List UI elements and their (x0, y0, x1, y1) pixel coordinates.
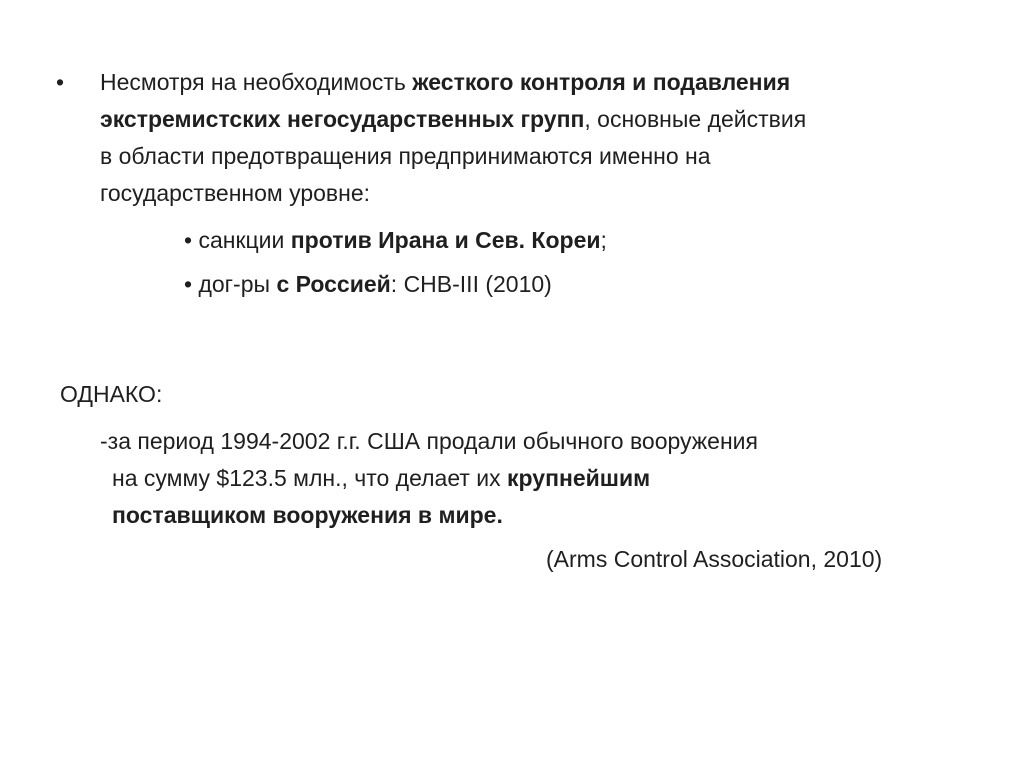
main-bullet-line-2 (100, 101, 806, 138)
sub-bullet-marker: • (184, 271, 193, 297)
citation: (Arms Control Association, 2010) (546, 546, 883, 572)
sub-bullet-treaties-end: : СНВ-III (2010) (390, 271, 552, 297)
sub-bullet-sanctions-normal: санкции (192, 227, 291, 253)
however-heading: ОДНАКО: (60, 381, 163, 407)
arms-sales-paragraph (100, 423, 758, 534)
sub-bullet-marker: • (184, 227, 193, 253)
bullet-marker: • (56, 69, 65, 95)
main-bullet-line-1 (100, 64, 806, 101)
sub-bullet-sanctions-bold: против Ирана и Сев. Кореи (290, 227, 601, 253)
sub-bullet-treaties-bold: с Россией (276, 271, 391, 297)
sub-bullet-sanctions-end: ; (600, 227, 607, 253)
sub-bullet-treaties-normal: дог-ры (192, 271, 277, 297)
sub-bullet-sanctions (184, 222, 607, 259)
main-bullet-line-2-bold: экстремистских негосударственных групп (100, 106, 585, 132)
main-bullet-line-1-bold: жесткого контроля и подавления (412, 69, 791, 95)
main-bullet-line-2-normal: , основные действия (584, 106, 807, 132)
main-bullet-line-1-normal: Несмотря на необходимость (100, 69, 413, 95)
main-bullet-text (100, 64, 806, 212)
paragraph-line-1: -за период 1994-2002 г.г. США продали обычного вооружения (100, 428, 758, 454)
main-bullet-line-3: в области предотвращения предпринимаются именно на (100, 143, 711, 169)
paragraph-line-3 (100, 497, 758, 534)
main-bullet-line-4: государственном уровне: (100, 180, 371, 206)
paragraph-line-3-bold: поставщиком вооружения в мире. (112, 502, 503, 528)
paragraph-line-2 (100, 460, 758, 497)
paragraph-line-2-bold: крупнейшим (507, 465, 651, 491)
sub-bullet-treaties (184, 266, 552, 303)
paragraph-line-2-normal: на сумму $123.5 млн., что делает их (112, 465, 508, 491)
